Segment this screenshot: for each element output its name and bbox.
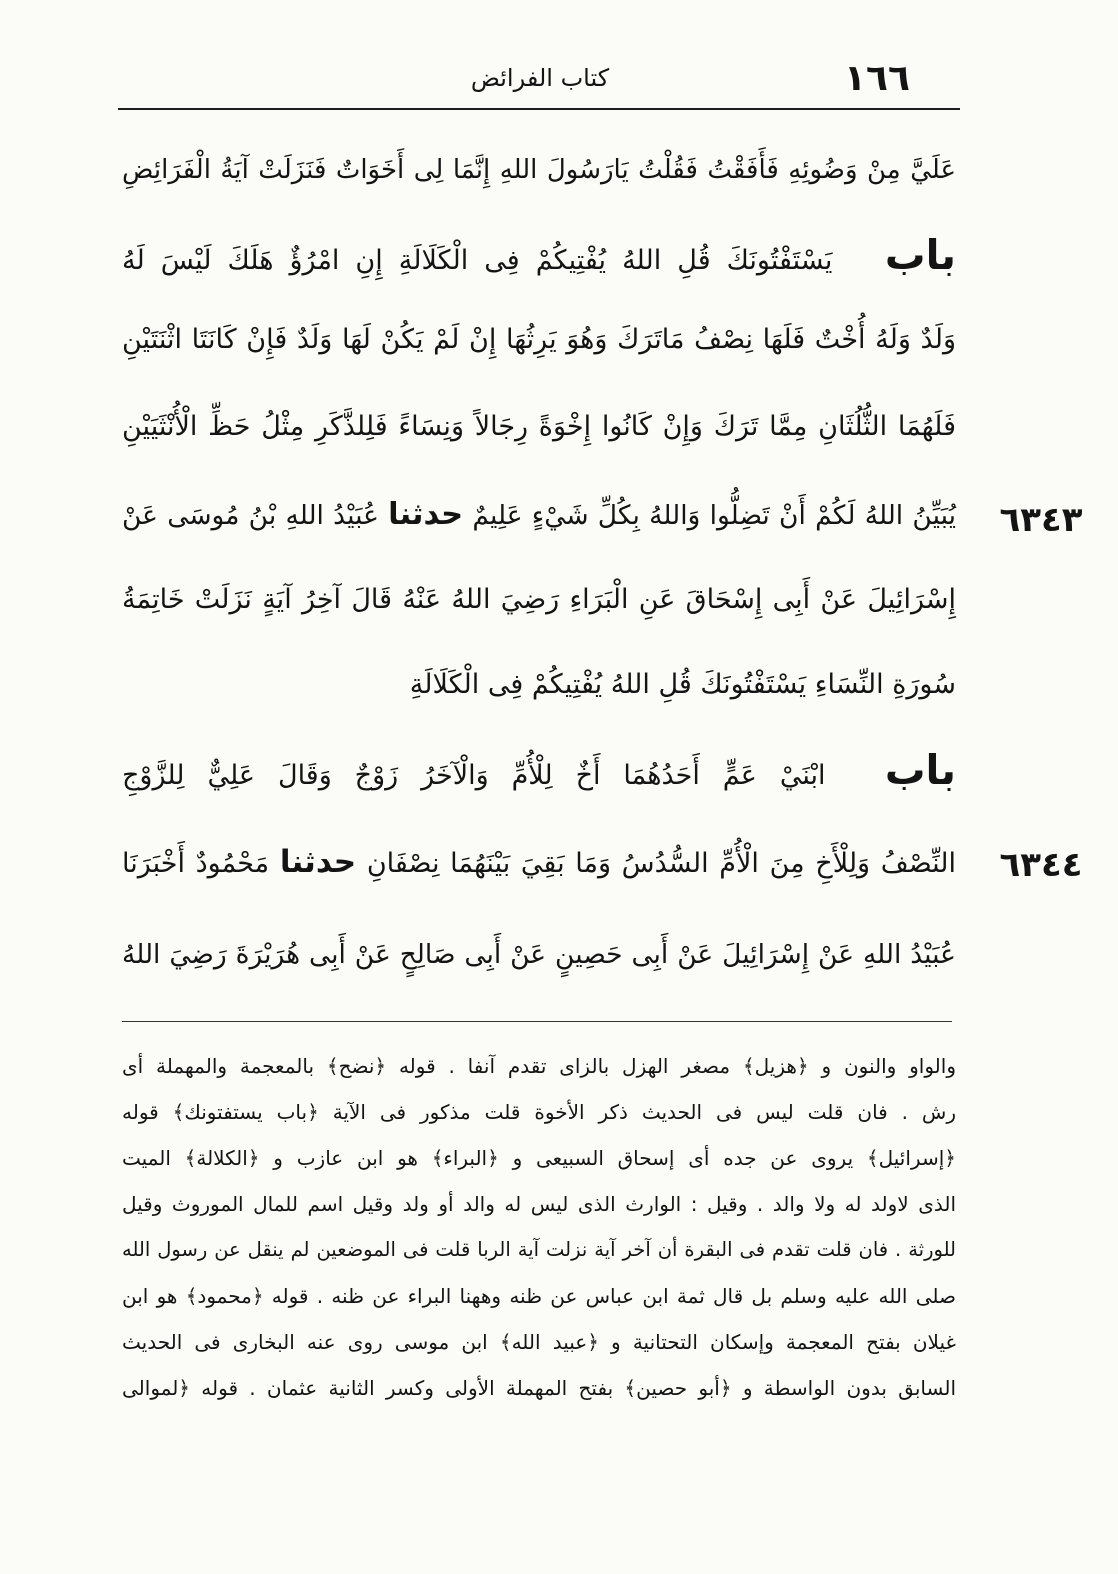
commentary-line: غيلان بفتح المعجمة وإسكان التحتانية و ﴿عبيد الله﴾ ابن موسى روى عنه البخارى فى الحديث: [122, 1330, 956, 1354]
text-segment: مَحْمُودٌ أَخْبَرَنَا: [122, 848, 270, 879]
text-segment: النِّصْفُ وَلِلْأَخِ مِنَ الْأُمِّ السُّدُسُ وَمَا بَقِيَ بَيْنَهُمَا نِصْفَانِ: [366, 848, 956, 879]
commentary-line: صلى الله عليه وسلم بل قال ثمة ابن عباس عن ظنه وههنا البراء عن ظنه . قوله ﴿محمود﴾ هو ابن: [122, 1284, 956, 1308]
text-line-5: [122, 480, 956, 550]
text-line-8: [122, 735, 956, 805]
commentary-line: رش . فان قلت ليس فى الحديث ذكر الأخوة قلت مذكور فى الآية ﴿باب يستفتونك﴾ قوله: [122, 1100, 956, 1124]
text-line-2: [122, 220, 956, 290]
chapter-label: باب: [884, 746, 956, 794]
text-segment: يُبَيِّنُ اللهُ لَكُمْ أَنْ تَضِلُّوا وَاللهُ بِكُلِّ شَيْءٍ عَلِيمٌ: [472, 500, 956, 531]
chapter-text: ابْنَيْ عَمٍّ أَحَدُهُمَا أَخٌ لِلْأُمِّ وَالْآخَرُ زَوْجٌ وَقَالَ عَلِيٌّ لِلزَّوْجِ: [122, 760, 826, 791]
running-head-title: كتاب الفرائض: [470, 64, 610, 92]
header-rule: [118, 108, 960, 110]
narration-marker: حدثنا: [388, 497, 464, 532]
text-line-10: عُبَيْدُ اللهِ عَنْ إِسْرَائِيلَ عَنْ أَبِى حَصِينٍ عَنْ أَبِى صَالِحٍ عَنْ أَبِى هُرَيْرَةَ رَضِيَ اللهُ: [122, 939, 956, 970]
commentary-line: السابق بدون الواسطة و ﴿أبو حصين﴾ بفتح المهملة الأولى وكسر الثانية عثمان . قوله ﴿لموالى: [122, 1376, 956, 1400]
commentary-line: ﴿إسرائيل﴾ يروى عن جده أى إسحاق السبيعى و ﴿البراء﴾ هو ابن عازب و ﴿الكلالة﴾ الميت: [122, 1146, 956, 1170]
hadith-number: ٦٣٤٤: [999, 845, 1083, 885]
chapter-label: باب: [884, 231, 956, 279]
chapter-text: يَسْتَفْتُونَكَ قُلِ اللهُ يُفْتِيكُمْ فِى الْكَلَالَةِ إِنِ امْرُؤٌ هَلَكَ لَيْسَ لَهُ: [122, 245, 833, 276]
hadith-number: ٦٣٤٣: [999, 500, 1083, 540]
text-line-1: عَلَيَّ مِنْ وَضُوئِهِ فَأَفَقْتُ فَقُلْتُ يَارَسُولَ اللهِ إِنَّمَا لِى أَخَوَاتٌ فَنَزَلَتْ آيَةُ الْفَرَائِضِ: [122, 155, 956, 185]
footnote-separator: [122, 1021, 952, 1022]
text-line-7: سُورَةِ النِّسَاءِ يَسْتَفْتُونَكَ قُلِ اللهُ يُفْتِيكُمْ فِى الْكَلَالَةِ: [409, 669, 956, 700]
commentary-line: للورثة . فان قلت تقدم فى البقرة أن آخر آية نزلت آية الربا قلت فى الموضعين لم ينقل عن رسول الله: [122, 1238, 956, 1261]
page-number: ١٦٦: [844, 58, 910, 99]
text-line-9: [122, 827, 956, 897]
text-segment: عُبَيْدُ اللهِ بْنُ مُوسَى عَنْ: [122, 500, 379, 531]
text-line-6: إِسْرَائِيلَ عَنْ أَبِى إِسْحَاقَ عَنِ الْبَرَاءِ رَضِيَ اللهُ عَنْهُ قَالَ آخِرُ آيَةٍ نَزَلَتْ خَاتِمَةُ: [122, 584, 956, 615]
text-line-3: وَلَدٌ وَلَهُ أُخْتٌ فَلَهَا نِصْفُ مَاتَرَكَ وَهُوَ يَرِثُهَا إِنْ لَمْ يَكُنْ لَهَا وَلَدٌ فَإِنْ كَانَتَا اثْنَتَيْنِ: [122, 324, 956, 355]
commentary-line: والواو والنون و ﴿هزيل﴾ مصغر الهزل بالزاى تقدم آنفا . قوله ﴿نضح﴾ بالمعجمة والمهملة أى: [122, 1054, 956, 1078]
narration-marker: حدثنا: [279, 844, 357, 880]
commentary-line: الذى لاولد له ولا والد . وقيل : الوارث الذى ليس له والد أو ولد وقيل اسم للمال الموروث وقيل: [122, 1192, 956, 1216]
text-line-4: فَلَهُمَا الثُّلُثَانِ مِمَّا تَرَكَ وَإِنْ كَانُوا إِخْوَةً رِجَالاً وَنِسَاءً فَلِلذَّكَرِ مِثْلُ حَظِّ الْأُنْثَيَيْنِ: [122, 411, 956, 442]
